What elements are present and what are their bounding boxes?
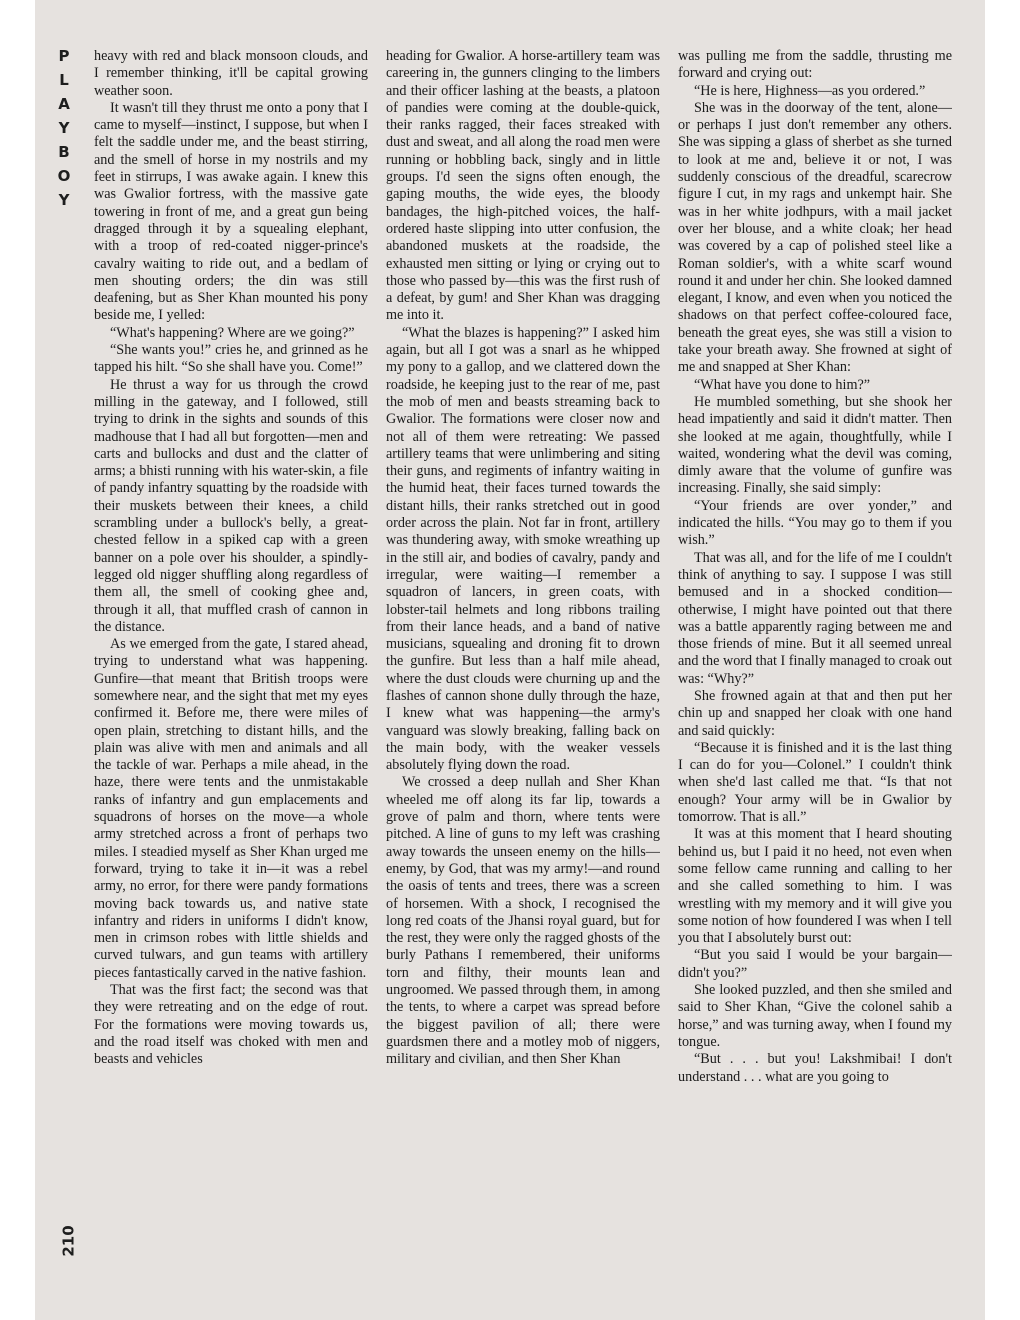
- paragraph: As we emerged from the gate, I stared ahead, trying to understand what was happening. Gunfire—that meant that British troops were somewhere near, and the sight that met my eyes confirmed it. Before me, there were miles of open plain, stretching to distant hills, and the plain was alive with men and animals and all the tackle of war. Perhaps a mile ahead, in the haze, there were tents and the unmistakable ranks of infantry and gun emplacements and squadrons of horses on the move—a whole army stretched across a front of perhaps two miles. I steadied myself as Sher Khan urged me forward, trying to take it in—it was a rebel army, no error, for there were pandy formations moving back towards us, and native state infantry and riders in uniforms I didn't know, men in crimson robes with little shields and curved tulwars, and gun teams with artillery pieces fantastically carved in the native fashion.: [94, 636, 368, 981]
- logo-letter: Y: [58, 119, 70, 137]
- article-body: [94, 48, 954, 1258]
- paragraph: He mumbled something, but she shook her head impatiently and said it didn't matter. Then she looked at me again, thoughtfully, while I waited, wondering what the devil was coming, dimly aware that the volume of gunfire was increasing. Finally, she said simply:: [678, 393, 952, 497]
- paragraph: heading for Gwalior. A horse-artillery team was careering in, the gunners clinging to the limbers and their officer lashing at the beasts, a platoon of pandies were coming at the double-quick, their ranks ragged, their faces streaked with dust and sweat, and all along the road men were running or hobbling back, singly and in little groups. I'd seen the signs often enough, the gaping mouths, the wide eyes, the bloody bandages, the high-pitched voices, the half-ordered haste slipping into utter confusion, the abandoned muskets at the roadside, the exhausted men sitting or lying or crying out to those who passed by—this was the first rush of a defeat, by gum! and Sher Khan was dragging me into it.: [386, 48, 660, 324]
- paragraph: was pulling me from the saddle, thrusting me forward and crying out:: [678, 48, 952, 82]
- logo-letter: O: [57, 167, 71, 185]
- paragraph: He thrust a way for us through the crowd milling in the gateway, and I followed, still trying to drink in the sights and sounds of this madhouse that I had all but forgotten—men and carts and bullocks and dust and the clatter of arms; a bhisti running with his water-skin, a file of pandy infantry squatting by the roadside with their muskets between their knees, a child scrambling under a bullock's belly, a great-chested fellow in a spiked cap with a green banner on a pole over his shoulder, a spindly-legged old nigger shuffling along regardless of them all, the smell of cooking ghee and, through it all, that muffled crash of cannon in the distance.: [94, 376, 368, 635]
- paragraph: That was the first fact; the second was that they were retreating and on the edge of rout. For the formations were moving towards us, and the road itself was choked with men and beasts and vehicles: [94, 982, 368, 1068]
- text-column-3: [678, 48, 952, 1258]
- paragraph: That was all, and for the life of me I couldn't think of anything to say. I suppose I was still bemused and in a shocked condition—otherwise, I might have pointed out that there was a battle apparently raging between me and those friends of mine. But it all seemed unreal and the word that I finally managed to croak out was: “Why?”: [678, 549, 952, 687]
- text-column-2: [386, 48, 660, 1258]
- paragraph: She was in the doorway of the tent, alone—or perhaps I just don't remember any others. She was sipping a glass of sherbet as she turned to look at me and, believe it or not, I was suddenly conscious of the dreadful, scarecrow figure I cut, in my rags and unkempt hair. She was in her white jodhpurs, with a mail jacket over her blouse, and a white cloak; her head was covered by a cap of polished steel like a Roman soldier's, with a white scarf wound round it and under her chin. She looked damned elegant, I know, and even when you noticed the shadows on that perfect coffee-coloured face, beneath the great eyes, she was still a vision to take your breath away. She frowned at sight of me and snapped at Sher Khan:: [678, 99, 952, 376]
- paragraph: She frowned again at that and then put her chin up and snapped her cloak with one hand and said quickly:: [678, 687, 952, 739]
- logo-letter: L: [59, 71, 69, 89]
- paragraph: It wasn't till they thrust me onto a pony that I came to myself—instinct, I suppose, but when I felt the saddle under me, and the beast stirring, and the smell of horse in my nostrils and my feet in stirrups, I was awake again. I knew this was Gwalior fortress, with the massive gate towering in front of me, and a great gun being dragged through it by a squealing elephant, with a troop of red-coated nigger-prince's cavalry waiting to ride out, and a bedlam of men shouting orders; the din was still deafening, but as Sher Khan mounted his pony beside me, I yelled:: [94, 99, 368, 324]
- paragraph: “She wants you!” cries he, and grinned as he tapped his hilt. “So she shall have you. Come!”: [94, 342, 368, 376]
- paragraph: “What's happening? Where are we going?”: [110, 324, 355, 341]
- paragraph: “Your friends are over yonder,” and indicated the hills. “You may go to them if you wish.”: [678, 497, 952, 549]
- paragraph: “Because it is finished and it is the last thing I can do for you—Colonel.” I couldn't think when she'd last called me that. “Is that not enough? Your army will be in Gwalior by tomorrow. That is all.”: [678, 739, 952, 826]
- paragraph: “What have you done to him?”: [694, 376, 871, 393]
- logo-letter: P: [58, 47, 70, 65]
- logo-letter: B: [58, 143, 70, 161]
- logo-letter: Y: [58, 191, 70, 209]
- text-column-1: [94, 48, 368, 1258]
- paragraph: “What the blazes is happening?” I asked him again, but all I got was a snarl as he whipped my pony to a gallop, and we clattered down the roadside, he keeping just to the rear of me, past the mob of men and beasts streaming back to Gwalior. The formations were closer now and not all of them were retreating: We passed artillery teams that were unlimbering and siting their guns, and regiments of infantry waiting in the humid heat, their faces turned towards the distant hills, their ranks stretched out in good order across the plain. Not far in front, artillery was thundering away, with smoke wreathing up in the still air, and bodies of cavalry, pandy and irregular, were waiting—I remember a squadron of lancers, in green coats, with lobster-tail helmets and long ribbons trailing from their lance heads, and a band of native musicians, squealing and droning fit to drown the gunfire. But less than a half mile ahead, where the dust clouds were churning up and the flashes of cannon shone dully through the haze, I knew what was happening—the army's vanguard was slowly breaking, falling back on the main body, with the weaker vessels absolutely flying down the road.: [386, 324, 660, 774]
- paragraph: “He is here, Highness—as you ordered.”: [694, 82, 926, 99]
- magazine-logo: [56, 44, 72, 212]
- paragraph: We crossed a deep nullah and Sher Khan wheeled me off along its far lip, towards a grove of palm and thorn, where tents were pitched. A line of guns to my left was crashing away towards the unseen enemy on the hills—enemy, by God, that was my army!—and round the oasis of tents and trees, there was a screen of horsemen. With a shock, I recognised the long red coats of the Jhansi royal guard, but for the rest, they were only the ragged ghosts of the burly Pathans I remembered, their uniforms torn and filthy, their mounts lean and ungroomed. We passed through them, in among the tents, to where a carpet was spread before the biggest pavilion of all; there were guardsmen there and a motley mob of niggers, military and civilian, and then Sher Khan: [386, 774, 660, 1068]
- paragraph: She looked puzzled, and then she smiled and said to Sher Khan, “Give the colonel sahib a horse,” and was turning away, when I found my tongue.: [678, 982, 952, 1050]
- paragraph: It was at this moment that I heard shouting behind us, but I paid it no heed, not even when some fellow came running and calling to her and she called something to him. I was wrestling with my memory and it will give you some notion of how foundered I was when I tell you that I absolutely burst out:: [678, 826, 952, 947]
- paragraph: “But you said I would be your bargain—didn't you?”: [678, 947, 952, 981]
- paragraph: “But . . . but you! Lakshmibai! I don't understand . . . what are you going to: [678, 1051, 952, 1085]
- logo-letter: A: [58, 95, 70, 113]
- page-number: 210: [59, 1225, 78, 1257]
- paragraph: heavy with red and black monsoon clouds, and I remember thinking, it'll be capital growing weather soon.: [94, 48, 368, 99]
